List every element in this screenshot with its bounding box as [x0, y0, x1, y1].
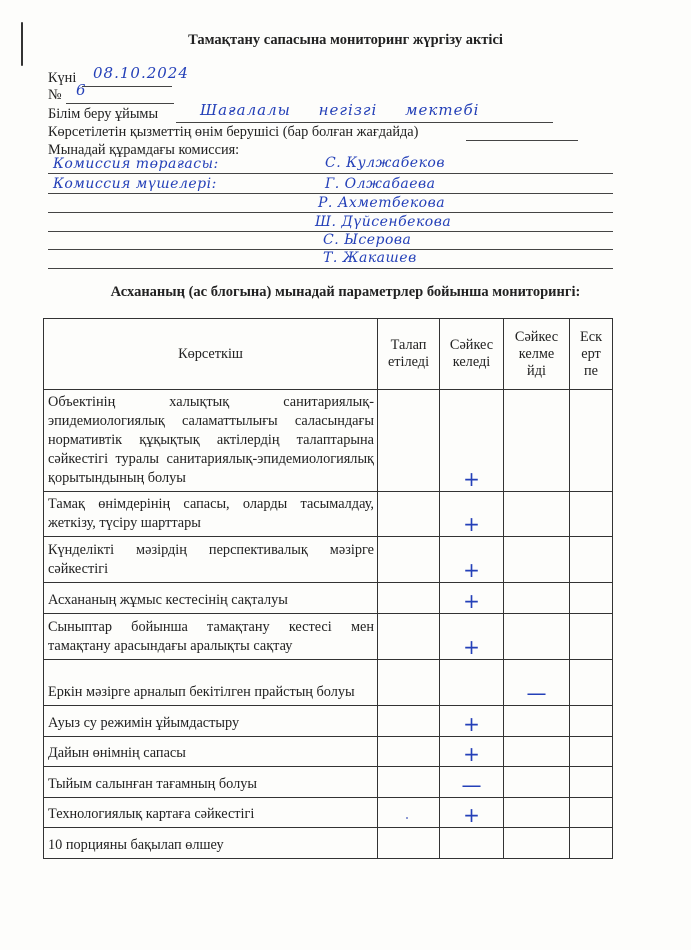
- note-cell: [570, 828, 613, 859]
- indicator-cell: Ауыз су режимін ұйымдастыру: [44, 706, 378, 737]
- header-complies: Сәйкес келеді: [440, 319, 504, 390]
- table-row: [44, 390, 613, 492]
- required-cell: [378, 706, 440, 737]
- date-value: 08.10.2024: [93, 64, 189, 82]
- date-label: Күні: [48, 70, 77, 86]
- table-row: [44, 828, 613, 859]
- handwritten-mark: +: [463, 558, 480, 582]
- table-row: [44, 767, 613, 798]
- not-complies-cell: [504, 798, 570, 828]
- not-complies-cell: [504, 767, 570, 798]
- pen-dot: [406, 817, 408, 819]
- not-complies-cell: [504, 828, 570, 859]
- not-complies-cell: [504, 660, 570, 706]
- handwritten-mark: +: [463, 467, 480, 491]
- indicator-cell: 10 порцияны бақылап өлшеу: [44, 828, 378, 859]
- required-cell: [378, 390, 440, 492]
- note-cell: [570, 537, 613, 583]
- commission-line-3: [48, 212, 613, 213]
- complies-cell: [440, 537, 504, 583]
- header-note: Еск ерт пе: [570, 319, 613, 390]
- organization-label: Білім беру ұйымы: [48, 106, 159, 122]
- complies-cell: [440, 390, 504, 492]
- handwritten-mark: —: [526, 681, 547, 705]
- complies-cell: [440, 492, 504, 537]
- indicator-cell: Асхананың жұмыс кестесінің сақталуы: [44, 583, 378, 614]
- note-cell: [570, 583, 613, 614]
- handwritten-mark: +: [463, 589, 480, 613]
- table-row: [44, 706, 613, 737]
- indicator-cell: Технологиялық картаға сәйкестігі: [44, 798, 378, 828]
- note-cell: [570, 767, 613, 798]
- not-complies-cell: [504, 390, 570, 492]
- commission-member-1: Г. Олжабаева: [325, 176, 436, 192]
- commission-line-2: [48, 193, 613, 194]
- indicator-cell: Объектінің халықтық санитариялық-эпидемиологиялық саламаттылығы саласындағы нормативтік құқықтық актілердің талаптарына сәйкестігі туралы санитариялық-эпидемиологиялық қорытындының болуы: [44, 390, 378, 492]
- supplier-line: [466, 140, 578, 141]
- required-cell: [378, 828, 440, 859]
- indicator-cell: Дайын өнімнің сапасы: [44, 737, 378, 767]
- complies-cell: [440, 583, 504, 614]
- handwritten-mark: —: [461, 773, 482, 797]
- required-cell: [378, 492, 440, 537]
- commission-line-6: [48, 268, 613, 269]
- number-label: №: [48, 87, 62, 103]
- complies-cell: [440, 737, 504, 767]
- note-cell: [570, 706, 613, 737]
- indicator-cell: Күнделікті мәзірдің перспективалық мәзірге сәйкестігі: [44, 537, 378, 583]
- indicator-cell: Тыйым салынған тағамның болуы: [44, 767, 378, 798]
- not-complies-cell: [504, 614, 570, 660]
- table-header-row: [44, 319, 613, 390]
- monitoring-table: [43, 318, 613, 859]
- commission-chair-role: Комиссия төрағасы:: [53, 156, 219, 172]
- document-title: Тамақтану сапасына мониторинг жүргізу актісі: [188, 32, 503, 48]
- organization-line: [176, 122, 553, 123]
- header-indicator: Көрсеткіш: [44, 319, 378, 390]
- header-required: Талап етіледі: [378, 319, 440, 390]
- not-complies-cell: [504, 537, 570, 583]
- commission-member-4: С. Ысерова: [323, 232, 412, 248]
- commission-label: Мынадай құрамдағы комиссия:: [48, 142, 240, 158]
- table-row: [44, 798, 613, 828]
- complies-cell: [440, 614, 504, 660]
- table-row: [44, 737, 613, 767]
- complies-cell: [440, 828, 504, 859]
- commission-member-3: Ш. Дүйсенбекова: [315, 214, 452, 230]
- table-row: [44, 537, 613, 583]
- table-row: [44, 492, 613, 537]
- commission-line-1: [48, 173, 613, 174]
- required-cell: [378, 798, 440, 828]
- note-cell: [570, 492, 613, 537]
- note-cell: [570, 660, 613, 706]
- note-cell: [570, 737, 613, 767]
- table-row: [44, 660, 613, 706]
- note-cell: [570, 614, 613, 660]
- number-value: 6: [76, 81, 87, 99]
- complies-cell: [440, 798, 504, 828]
- note-cell: [570, 390, 613, 492]
- required-cell: [378, 737, 440, 767]
- handwritten-mark: +: [463, 742, 480, 766]
- handwritten-mark: +: [463, 712, 480, 736]
- required-cell: [378, 614, 440, 660]
- number-line: [66, 103, 174, 104]
- commission-member-2: Р. Ахметбекова: [318, 195, 446, 211]
- section-title: Асхананың (ас блогына) мынадай параметрлер бойынша мониторингі:: [110, 284, 581, 300]
- handwritten-mark: +: [463, 635, 480, 659]
- note-cell: [570, 798, 613, 828]
- not-complies-cell: [504, 583, 570, 614]
- handwritten-mark: +: [463, 803, 480, 827]
- date-line: [82, 86, 172, 87]
- not-complies-cell: [504, 706, 570, 737]
- commission-chair-name: С. Кулжабеков: [325, 155, 446, 171]
- table-row: [44, 614, 613, 660]
- required-cell: [378, 767, 440, 798]
- indicator-cell: Сыныптар бойынша тамақтану кестесі мен тамақтану арасындағы аралықты сақтау: [44, 614, 378, 660]
- indicator-cell: Еркін мәзірге арналып бекітілген прайстың болуы: [44, 660, 378, 706]
- not-complies-cell: [504, 492, 570, 537]
- organization-value: Шағалалы негізгі мектебі: [200, 101, 480, 119]
- handwritten-mark: +: [463, 512, 480, 536]
- required-cell: [378, 537, 440, 583]
- required-cell: [378, 660, 440, 706]
- commission-members-role: Комиссия мүшелері:: [53, 176, 217, 192]
- indicator-cell: Тамақ өнімдерінің сапасы, оларды тасымалдау, жеткізу, түсіру шарттары: [44, 492, 378, 537]
- complies-cell: [440, 660, 504, 706]
- complies-cell: [440, 767, 504, 798]
- complies-cell: [440, 706, 504, 737]
- supplier-label: Көрсетілетін қызметтің өнім берушісі (бар болған жағдайда): [48, 124, 419, 140]
- header-not-complies: Сәйкес келме йді: [504, 319, 570, 390]
- required-cell: [378, 583, 440, 614]
- table-row: [44, 583, 613, 614]
- not-complies-cell: [504, 737, 570, 767]
- commission-member-5: Т. Жакашев: [323, 250, 417, 266]
